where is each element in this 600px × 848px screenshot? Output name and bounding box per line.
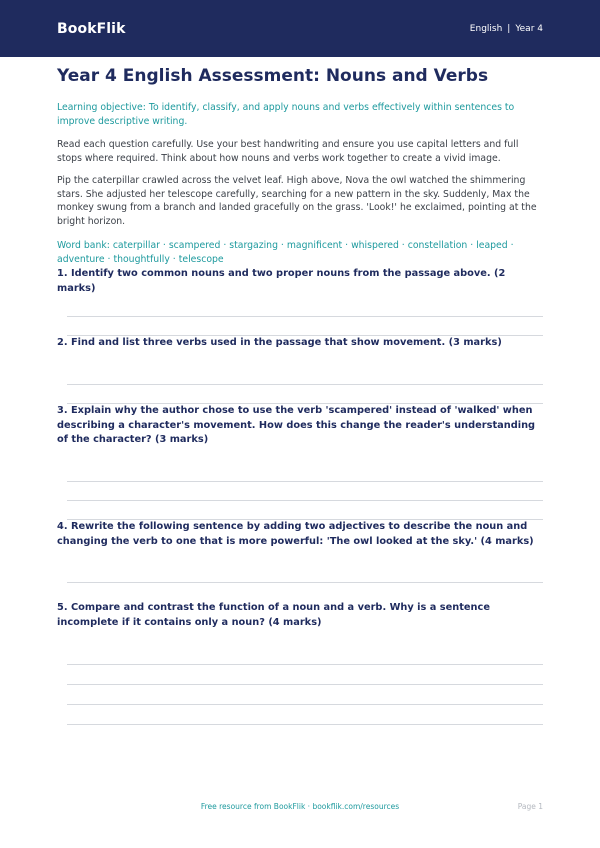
answer-line[interactable] [67, 704, 543, 705]
brand-logo: BookFlik [57, 20, 126, 37]
answer-line[interactable] [67, 500, 543, 501]
question-text: 2. Find and list three verbs used in the passage that show movement. (3 marks) [57, 337, 502, 348]
question-5 [57, 601, 543, 630]
footer [0, 802, 600, 816]
reading-passage: Pip the caterpillar crawled across the velvet leaf. High above, Nova the owl watched the shimmering stars. She adjusted her telescope carefully, searching for a new pattern in the sky. Suddenly, Max the monkey swung from a branch and landed gracefully on the grass. 'Look!' he exclaimed, pointing at the bright horizon. [57, 175, 537, 227]
learning-objective: Learning objective: To identify, classify, and apply nouns and verbs effectively within sentences to improve descriptive writing. [57, 102, 515, 127]
answer-line[interactable] [67, 316, 543, 317]
question-4 [57, 520, 543, 549]
question-text: 3. Explain why the author chose to use the verb 'scampered' instead of 'walked' when describing a character's movement. How does this change the reader's understanding of the character? (3 marks) [57, 405, 536, 445]
year-label: Year 4 [515, 23, 543, 34]
question-text: 1. Identify two common nouns and two proper nouns from the passage above. (2 marks) [57, 268, 506, 294]
question-text: 4. Rewrite the following sentence by adding two adjectives to describe the noun and changing the verb to one that is more powerful: 'The owl looked at the sky.' (4 marks) [57, 521, 534, 547]
answer-line[interactable] [67, 582, 543, 583]
answer-line[interactable] [67, 481, 543, 482]
questions-section [57, 0, 543, 848]
subject-label: English [469, 23, 503, 34]
answer-line[interactable] [67, 684, 543, 685]
instructions: Read each question carefully. Use your best handwriting and ensure you use capital letters and full stops where required. Think about how nouns and verbs work together to create a vivid image. [57, 139, 519, 164]
question-2 [57, 336, 543, 351]
page-number: Page 1 [517, 802, 543, 811]
word-bank: Word bank: caterpillar · scampered · stargazing · magnificent · whispered · constellation · leaped · adventure · thoughtfully · telescope [57, 240, 514, 265]
question-text: 5. Compare and contrast the function of a noun and a verb. Why is a sentence incomplete if it contains only a noun? (4 marks) [57, 602, 490, 628]
page-title: Year 4 English Assessment: Nouns and Verbs [57, 66, 489, 86]
meta-separator: | [507, 23, 511, 34]
question-3 [57, 404, 543, 448]
footer-credit-link[interactable]: Free resource from BookFlik · bookflik.com/resources [200, 802, 400, 811]
answer-line[interactable] [67, 664, 543, 665]
answer-line[interactable] [67, 724, 543, 725]
question-1 [57, 267, 543, 296]
answer-line[interactable] [67, 384, 543, 385]
